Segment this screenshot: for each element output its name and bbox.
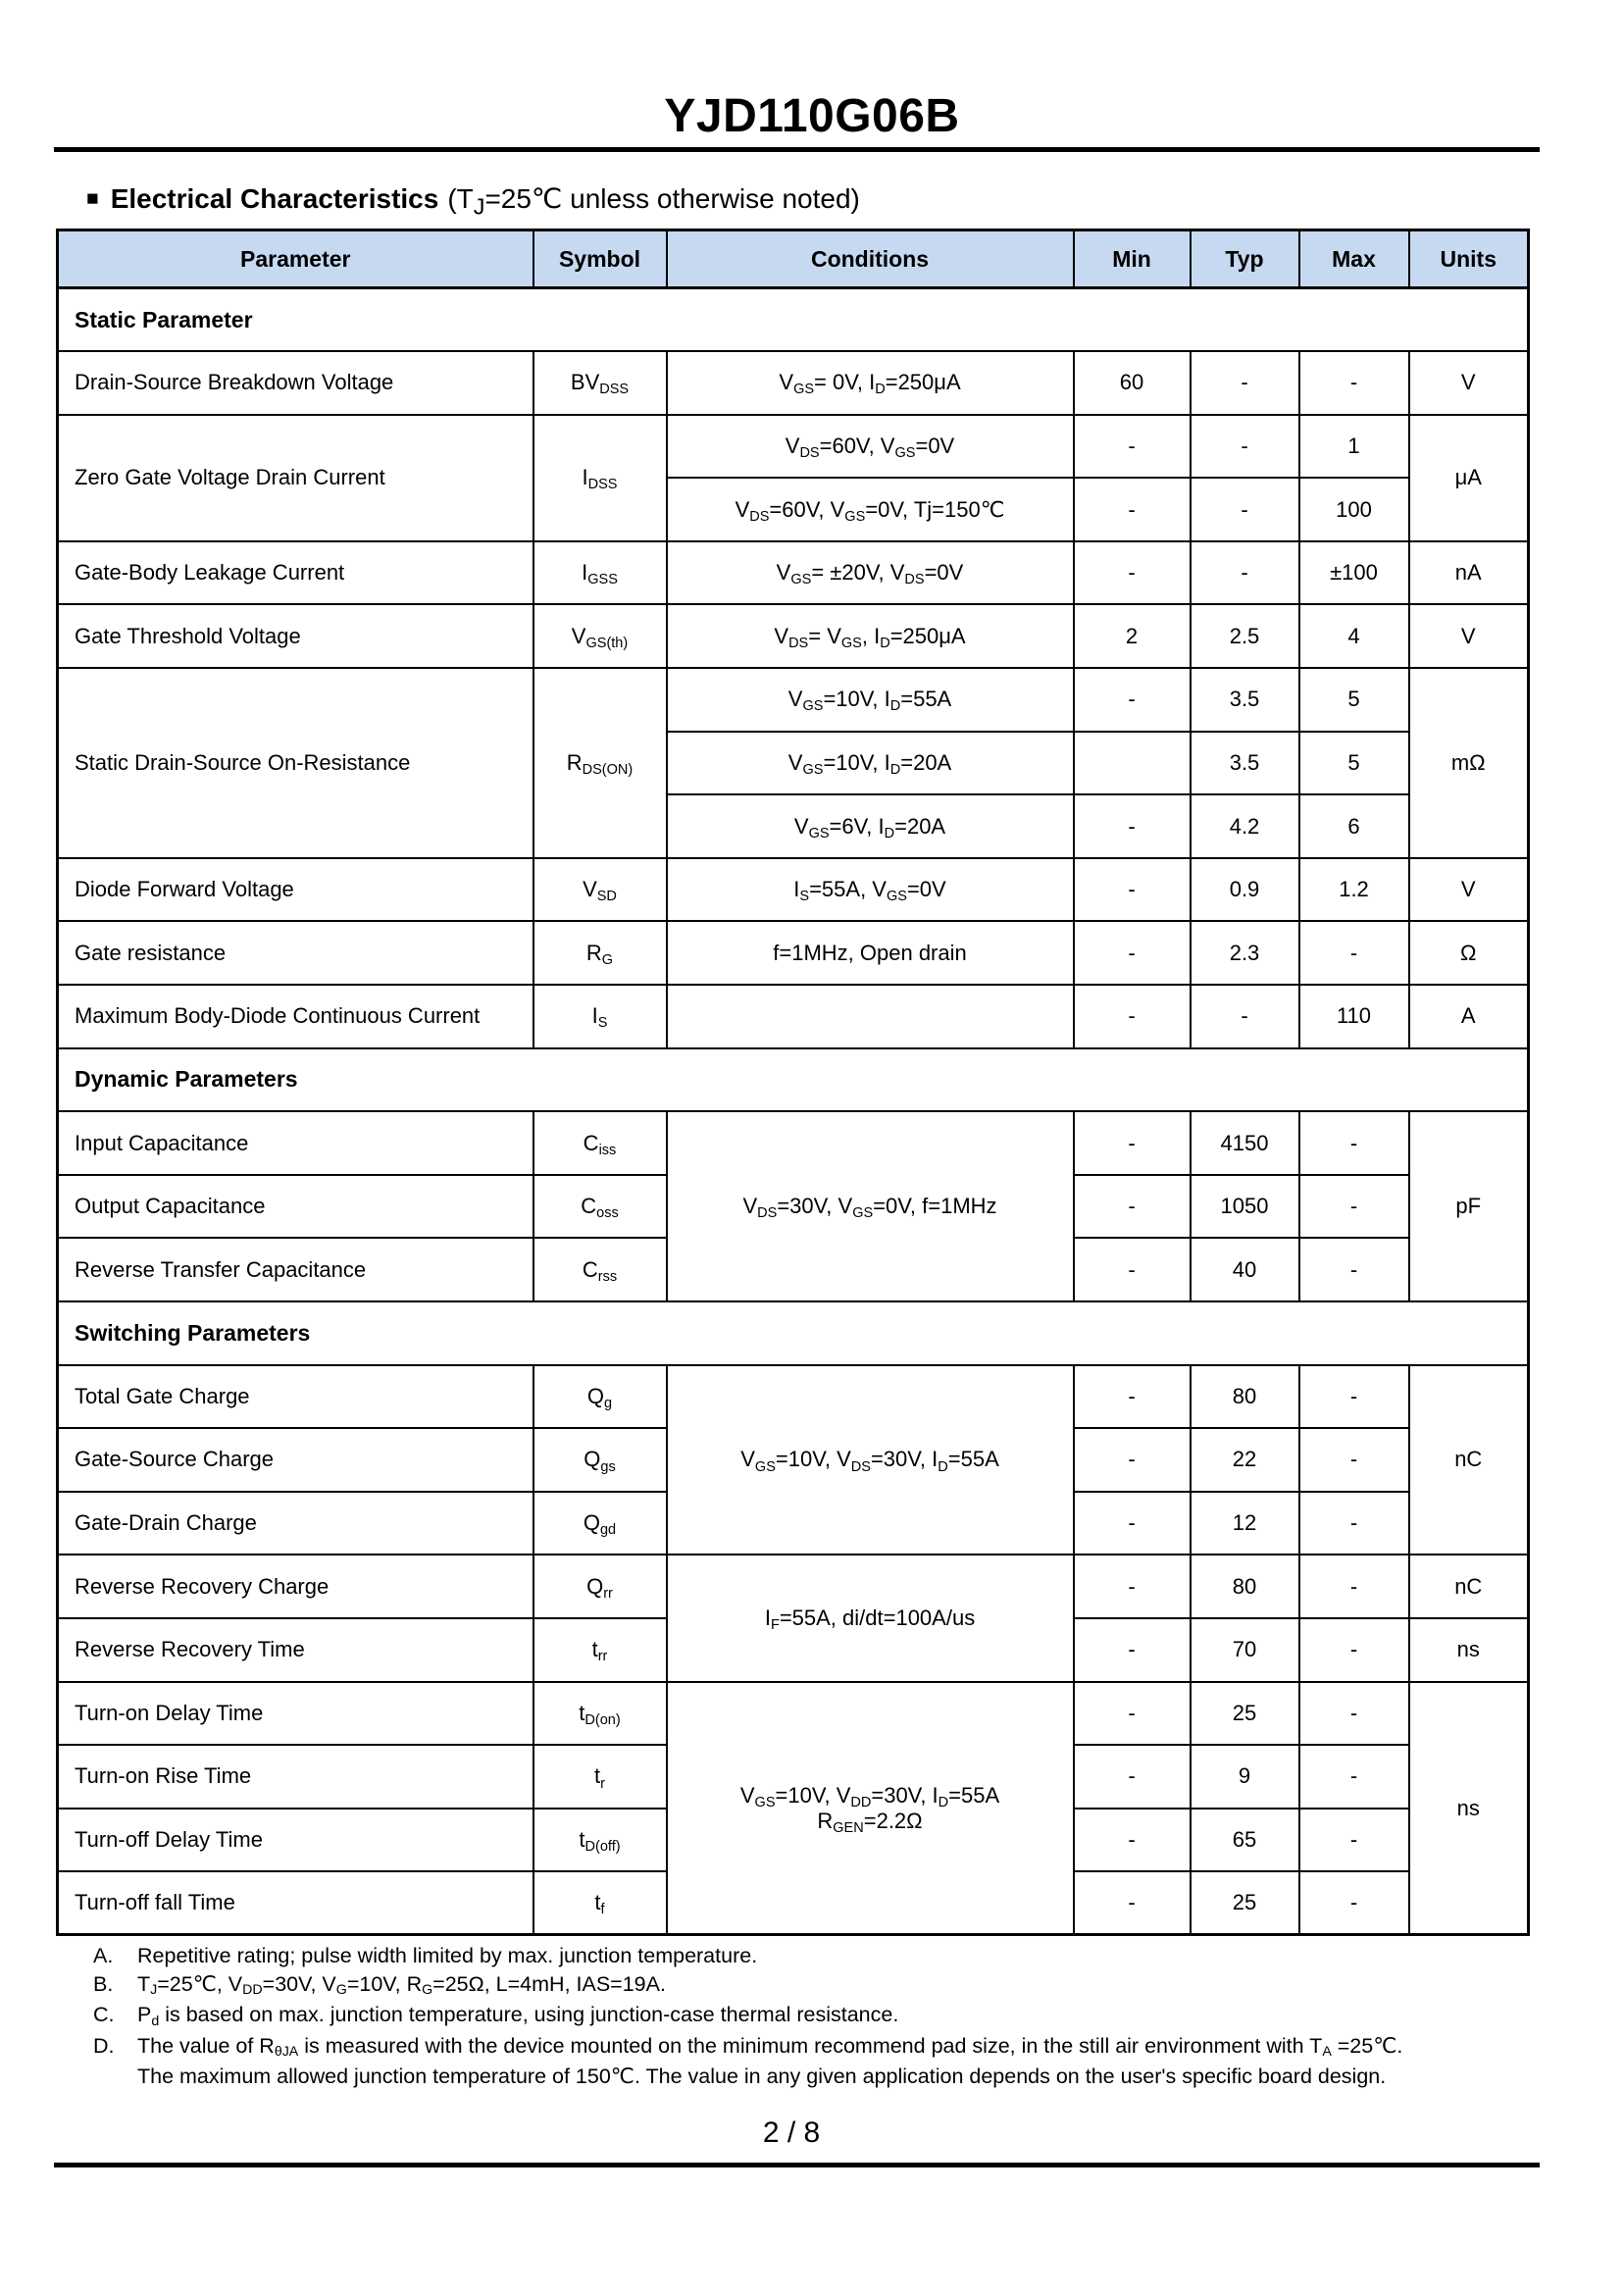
value-cell: 2.3: [1191, 921, 1299, 985]
value-cell: -: [1299, 1428, 1409, 1492]
param-cell: Gate-Body Leakage Current: [58, 541, 533, 605]
cond-cell: f=1MHz, Open drain: [667, 921, 1074, 985]
cond-cell: $V_{GS}= 0V$, $I_D=250\mu A$: [667, 351, 1074, 415]
value-cell: 4: [1299, 604, 1409, 668]
value-cell: -: [1074, 1618, 1191, 1682]
value-cell: -: [1074, 1175, 1191, 1239]
value-cell: -: [1074, 1555, 1191, 1618]
symbol-cell: $t_{D(off)}$: [533, 1809, 667, 1872]
value-cell: 5: [1299, 668, 1409, 732]
column-header-symbol: Symbol: [533, 230, 667, 288]
unit-cell: A: [1409, 985, 1529, 1048]
table-row: [58, 1365, 1529, 1429]
param-cell: Gate-Drain Charge: [58, 1492, 533, 1555]
value-cell: -: [1299, 1745, 1409, 1809]
unit-cell: ns: [1409, 1682, 1529, 1935]
unit-cell: V: [1409, 351, 1529, 415]
column-header-min: Min: [1074, 230, 1191, 288]
unit-cell: mΩ: [1409, 668, 1529, 858]
value-cell: -: [1074, 415, 1191, 479]
note-text: $P_d$ is based on max. junction temperature, using junction-case thermal resistance.: [137, 2003, 899, 2029]
value-cell: -: [1191, 415, 1299, 479]
page-title: YJD110G06B: [664, 90, 960, 142]
value-cell: -: [1074, 1238, 1191, 1301]
value-cell: 25: [1191, 1871, 1299, 1935]
value-cell: 1.2: [1299, 858, 1409, 922]
cond-cell: $V_{GS}= \pm 20V$, $V_{DS}=0V$: [667, 541, 1074, 605]
value-cell: -: [1074, 668, 1191, 732]
characteristics-table: [56, 229, 1530, 1936]
value-cell: -: [1074, 1809, 1191, 1872]
symbol-cell: $I_S$: [533, 985, 667, 1048]
value-cell: -: [1191, 478, 1299, 541]
cond-cell: $V_{DS}=30V$, $V_{GS}=0V$, f=1MHz: [667, 1111, 1074, 1301]
table-row: [58, 604, 1529, 668]
symbol-cell: $Q_g$: [533, 1365, 667, 1429]
unit-cell: V: [1409, 604, 1529, 668]
param-cell: Drain-Source Breakdown Voltage: [58, 351, 533, 415]
table-row: [58, 858, 1529, 922]
symbol-cell: $V_{GS(th)}$: [533, 604, 667, 668]
value-cell: -: [1191, 985, 1299, 1048]
value-cell: -: [1074, 1428, 1191, 1492]
section-heading: [86, 182, 860, 224]
note-text: The value of $R_{\theta JA}$ is measured with the device mounted on the minimum recommend pad size, in the still air environment with $T_A$ =25℃.: [137, 2033, 1403, 2061]
value-cell: -: [1299, 921, 1409, 985]
section-label: Dynamic Parameters: [58, 1048, 1529, 1112]
value-cell: -: [1074, 921, 1191, 985]
param-cell: Gate-Source Charge: [58, 1428, 533, 1492]
value-cell: ±100: [1299, 541, 1409, 605]
value-cell: 25: [1191, 1682, 1299, 1746]
note-label: B.: [93, 1971, 114, 1996]
param-cell: Turn-off Delay Time: [58, 1809, 533, 1872]
param-cell: Static Drain-Source On-Resistance: [58, 668, 533, 858]
unit-cell: V: [1409, 858, 1529, 922]
value-cell: -: [1299, 1618, 1409, 1682]
cond-cell: $V_{DS}=60V$, $V_{GS}=0V$, Tj=150℃: [667, 478, 1074, 541]
cond-cell: $I_S=55A$, $V_{GS}=0V$: [667, 858, 1074, 922]
section-row: [58, 1301, 1529, 1365]
cond-cell: $V_{GS}=10V$, $V_{DD}=30V$, $I_D=55A$ $R_{GEN}=2.2\Omega$: [667, 1682, 1074, 1935]
footer-divider: [54, 2163, 1540, 2167]
table-body: [58, 288, 1529, 1935]
symbol-cell: $C_{iss}$: [533, 1111, 667, 1175]
value-cell: 0.9: [1191, 858, 1299, 922]
value-cell: -: [1074, 1365, 1191, 1429]
value-cell: -: [1299, 1682, 1409, 1746]
value-cell: -: [1074, 1111, 1191, 1175]
value-cell: 1: [1299, 415, 1409, 479]
value-cell: 65: [1191, 1809, 1299, 1872]
symbol-cell: $t_{rr}$: [533, 1618, 667, 1682]
value-cell: -: [1299, 1238, 1409, 1301]
param-cell: Diode Forward Voltage: [58, 858, 533, 922]
note-line: [93, 2063, 1545, 2091]
value-cell: -: [1299, 1555, 1409, 1618]
table-row: [58, 415, 1529, 479]
value-cell: -: [1074, 858, 1191, 922]
param-cell: Reverse Recovery Time: [58, 1618, 533, 1682]
param-cell: Maximum Body-Diode Continuous Current: [58, 985, 533, 1048]
table-row: [58, 1682, 1529, 1746]
page-number: 2 / 8: [762, 2116, 821, 2149]
unit-cell: nC: [1409, 1555, 1529, 1618]
note-line: [93, 2001, 1545, 2032]
note-line: [93, 2032, 1545, 2064]
value-cell: -: [1299, 1492, 1409, 1555]
value-cell: -: [1299, 1809, 1409, 1872]
table-header-row: [58, 230, 1529, 288]
unit-cell: Ω: [1409, 921, 1529, 985]
value-cell: 100: [1299, 478, 1409, 541]
cond-cell: $V_{GS}=10V$, $V_{DS}=30V$, $I_D=55A$: [667, 1365, 1074, 1555]
param-cell: Output Capacitance: [58, 1175, 533, 1239]
symbol-cell: $R_G$: [533, 921, 667, 985]
note-text: Repetitive rating; pulse width limited by max. junction temperature.: [137, 1944, 758, 1967]
unit-cell: ns: [1409, 1618, 1529, 1682]
symbol-cell: $I_{DSS}$: [533, 415, 667, 541]
value-cell: 1050: [1191, 1175, 1299, 1239]
table-row: [58, 1555, 1529, 1618]
value-cell: -: [1299, 1365, 1409, 1429]
value-cell: -: [1299, 1111, 1409, 1175]
value-cell: 3.5: [1191, 732, 1299, 795]
symbol-cell: $t_f$: [533, 1871, 667, 1935]
unit-cell: nC: [1409, 1365, 1529, 1555]
note-label: C.: [93, 2003, 115, 2026]
value-cell: 110: [1299, 985, 1409, 1048]
param-cell: Zero Gate Voltage Drain Current: [58, 415, 533, 541]
value-cell: -: [1299, 351, 1409, 415]
symbol-cell: $t_r$: [533, 1745, 667, 1809]
cond-cell: $V_{GS}=6V$, $I_D=20A$: [667, 794, 1074, 858]
section-row: [58, 1048, 1529, 1112]
value-cell: 4.2: [1191, 794, 1299, 858]
square-bullet-icon: ■: [86, 187, 99, 210]
cond-cell: [667, 985, 1074, 1048]
unit-cell: pF: [1409, 1111, 1529, 1301]
value-cell: [1074, 732, 1191, 795]
section-heading-title: Electrical Characteristics: [110, 183, 439, 214]
value-cell: -: [1074, 541, 1191, 605]
note-text: $T_J=25℃$, $V_{DD}=30V$, $V_G=10V$, $R_G=25\Omega$, L=4mH, IAS=19A.: [137, 1971, 666, 1999]
section-label: Switching Parameters: [58, 1301, 1529, 1365]
note-line: [93, 1970, 1545, 2002]
cond-cell: $I_F=55A$, di/dt=100A/us: [667, 1555, 1074, 1681]
symbol-cell: $C_{rss}$: [533, 1238, 667, 1301]
symbol-cell: $Q_{gd}$: [533, 1492, 667, 1555]
param-cell: Turn-on Rise Time: [58, 1745, 533, 1809]
cond-cell: $V_{DS}= V_{GS}$, $I_D=250\mu A$: [667, 604, 1074, 668]
table-row: [58, 1111, 1529, 1175]
value-cell: -: [1074, 1682, 1191, 1746]
symbol-cell: $I_{GSS}$: [533, 541, 667, 605]
column-header-typ: Typ: [1191, 230, 1299, 288]
table-row: [58, 351, 1529, 415]
value-cell: -: [1074, 794, 1191, 858]
cond-cell: $V_{DS}=60V$, $V_{GS}=0V$: [667, 415, 1074, 479]
value-cell: -: [1074, 1492, 1191, 1555]
column-header-max: Max: [1299, 230, 1409, 288]
table-row: [58, 541, 1529, 605]
param-cell: Input Capacitance: [58, 1111, 533, 1175]
param-cell: Total Gate Charge: [58, 1365, 533, 1429]
column-header-units: Units: [1409, 230, 1529, 288]
cond-cell: $V_{GS}=10V$, $I_D=55A$: [667, 668, 1074, 732]
symbol-cell: $Q_{gs}$: [533, 1428, 667, 1492]
value-cell: 80: [1191, 1365, 1299, 1429]
notes-list: [93, 1942, 1545, 2091]
note-line: [93, 1942, 1545, 1970]
value-cell: -: [1074, 1871, 1191, 1935]
note-label: A.: [93, 1944, 114, 1967]
value-cell: 5: [1299, 732, 1409, 795]
symbol-cell: $V_{SD}$: [533, 858, 667, 922]
param-cell: Turn-on Delay Time: [58, 1682, 533, 1746]
param-cell: Gate resistance: [58, 921, 533, 985]
unit-cell: μA: [1409, 415, 1529, 541]
value-cell: 9: [1191, 1745, 1299, 1809]
value-cell: -: [1074, 985, 1191, 1048]
cond-cell: $V_{GS}=10V$, $I_D=20A$: [667, 732, 1074, 795]
param-cell: Reverse Transfer Capacitance: [58, 1238, 533, 1301]
value-cell: -: [1191, 351, 1299, 415]
column-header-conditions: Conditions: [667, 230, 1074, 288]
value-cell: 80: [1191, 1555, 1299, 1618]
value-cell: 2: [1074, 604, 1191, 668]
column-header-parameter: Parameter: [58, 230, 533, 288]
table-row: [58, 668, 1529, 732]
table-row: [58, 985, 1529, 1048]
value-cell: 3.5: [1191, 668, 1299, 732]
value-cell: 12: [1191, 1492, 1299, 1555]
value-cell: -: [1191, 541, 1299, 605]
title-divider: [54, 147, 1540, 152]
symbol-cell: $C_{oss}$: [533, 1175, 667, 1239]
table-row: [58, 921, 1529, 985]
symbol-cell: $Q_{rr}$: [533, 1555, 667, 1618]
value-cell: 6: [1299, 794, 1409, 858]
symbol-cell: $R_{DS(ON)}$: [533, 668, 667, 858]
section-label: Static Parameter: [58, 288, 1529, 352]
value-cell: 4150: [1191, 1111, 1299, 1175]
symbol-cell: $BV_{DSS}$: [533, 351, 667, 415]
value-cell: -: [1074, 1745, 1191, 1809]
param-cell: Gate Threshold Voltage: [58, 604, 533, 668]
section-row: [58, 288, 1529, 352]
symbol-cell: $t_{D(on)}$: [533, 1682, 667, 1746]
value-cell: 22: [1191, 1428, 1299, 1492]
value-cell: -: [1074, 478, 1191, 541]
value-cell: 40: [1191, 1238, 1299, 1301]
value-cell: 70: [1191, 1618, 1299, 1682]
unit-cell: nA: [1409, 541, 1529, 605]
note-text: The maximum allowed junction temperature of 150℃. The value in any given application depends on the user's specific board design.: [137, 2065, 1387, 2088]
value-cell: 2.5: [1191, 604, 1299, 668]
value-cell: -: [1299, 1175, 1409, 1239]
value-cell: 60: [1074, 351, 1191, 415]
value-cell: -: [1299, 1871, 1409, 1935]
note-label: D.: [93, 2033, 115, 2058]
param-cell: Turn-off fall Time: [58, 1871, 533, 1935]
section-heading-subtitle: ($T_J=25℃$ unless otherwise noted): [447, 183, 860, 220]
param-cell: Reverse Recovery Charge: [58, 1555, 533, 1618]
